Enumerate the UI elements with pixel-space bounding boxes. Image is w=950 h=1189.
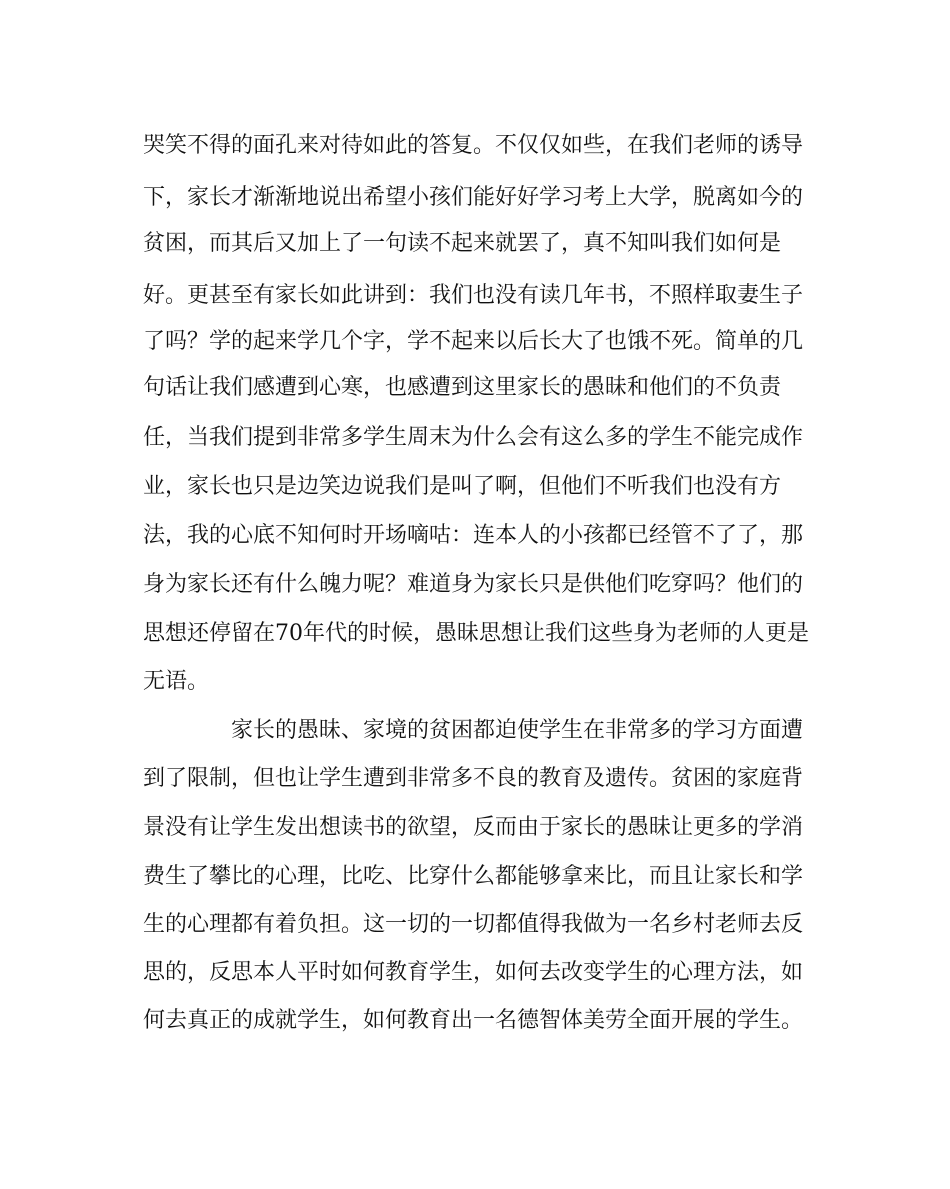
paragraph2-line: 景没有让学生发出想读书的欲望，反而由于家长的愚昧让更多的学消 bbox=[143, 815, 804, 840]
paragraph2-line: 生的心理都有着负担。这一切的一切都值得我做为一名乡村老师去反 bbox=[143, 912, 804, 937]
paragraph1-line: 哭笑不得的面孔来对待如此的答复。不仅仅如些，在我们老师的诱导 bbox=[143, 133, 804, 158]
paragraph2-line: 何去真正的成就学生，如何教育出一名德智体美劳全面开展的学生。 bbox=[143, 1008, 804, 1033]
paragraph1-line: 法，我的心底不知何时开场嘀咕：连本人的小孩都已经管不了了，那 bbox=[143, 523, 804, 548]
paragraph1-line: 任，当我们提到非常多学生周末为什么会有这么多的学生不能完成作 bbox=[143, 425, 804, 450]
paragraph1-line: 好。更甚至有家长如此讲到：我们也没有读几年书，不照样取妻生子 bbox=[143, 283, 804, 308]
paragraph1-line: 句话让我们感遭到心寒，也感遭到这里家长的愚昧和他们的不负责 bbox=[143, 375, 782, 400]
paragraph1-line: 下，家长才渐渐地说出希望小孩们能好好学习考上大学，脱离如今的 bbox=[143, 185, 804, 210]
paragraph2-line: 到了限制，但也让学生遭到非常多不良的教育及遗传。贫困的家庭背 bbox=[143, 766, 804, 791]
paragraph2-line: 家长的愚昧、家境的贫困都迫使学生在非常多的学习方面遭 bbox=[231, 718, 804, 743]
paragraph2-line: 思的，反思本人平时如何教育学生，如何去改变学生的心理方法，如 bbox=[143, 960, 804, 985]
paragraph1-line: 无语。 bbox=[143, 669, 210, 694]
paragraph1-line: 业，家长也只是边笑边说我们是叫了啊，但他们不听我们也没有方 bbox=[143, 474, 782, 499]
paragraph1-line: 身为家长还有什么魄力呢？难道身为家长只是供他们吃穿吗？他们的 bbox=[143, 572, 804, 597]
paragraph1-line: 了吗？学的起来学几个字，学不起来以后长大了也饿不死。简单的几 bbox=[143, 329, 804, 354]
paragraph1-line: 贫困，而其后又加上了一句读不起来就罢了，真不知叫我们如何是 bbox=[143, 231, 782, 256]
paragraph1-line: 思想还停留在70年代的时候，愚昧思想让我们这些身为老师的人更是 bbox=[143, 621, 809, 646]
paragraph2-line: 费生了攀比的心理，比吃、比穿什么都能够拿来比，而且让家长和学 bbox=[143, 864, 804, 889]
